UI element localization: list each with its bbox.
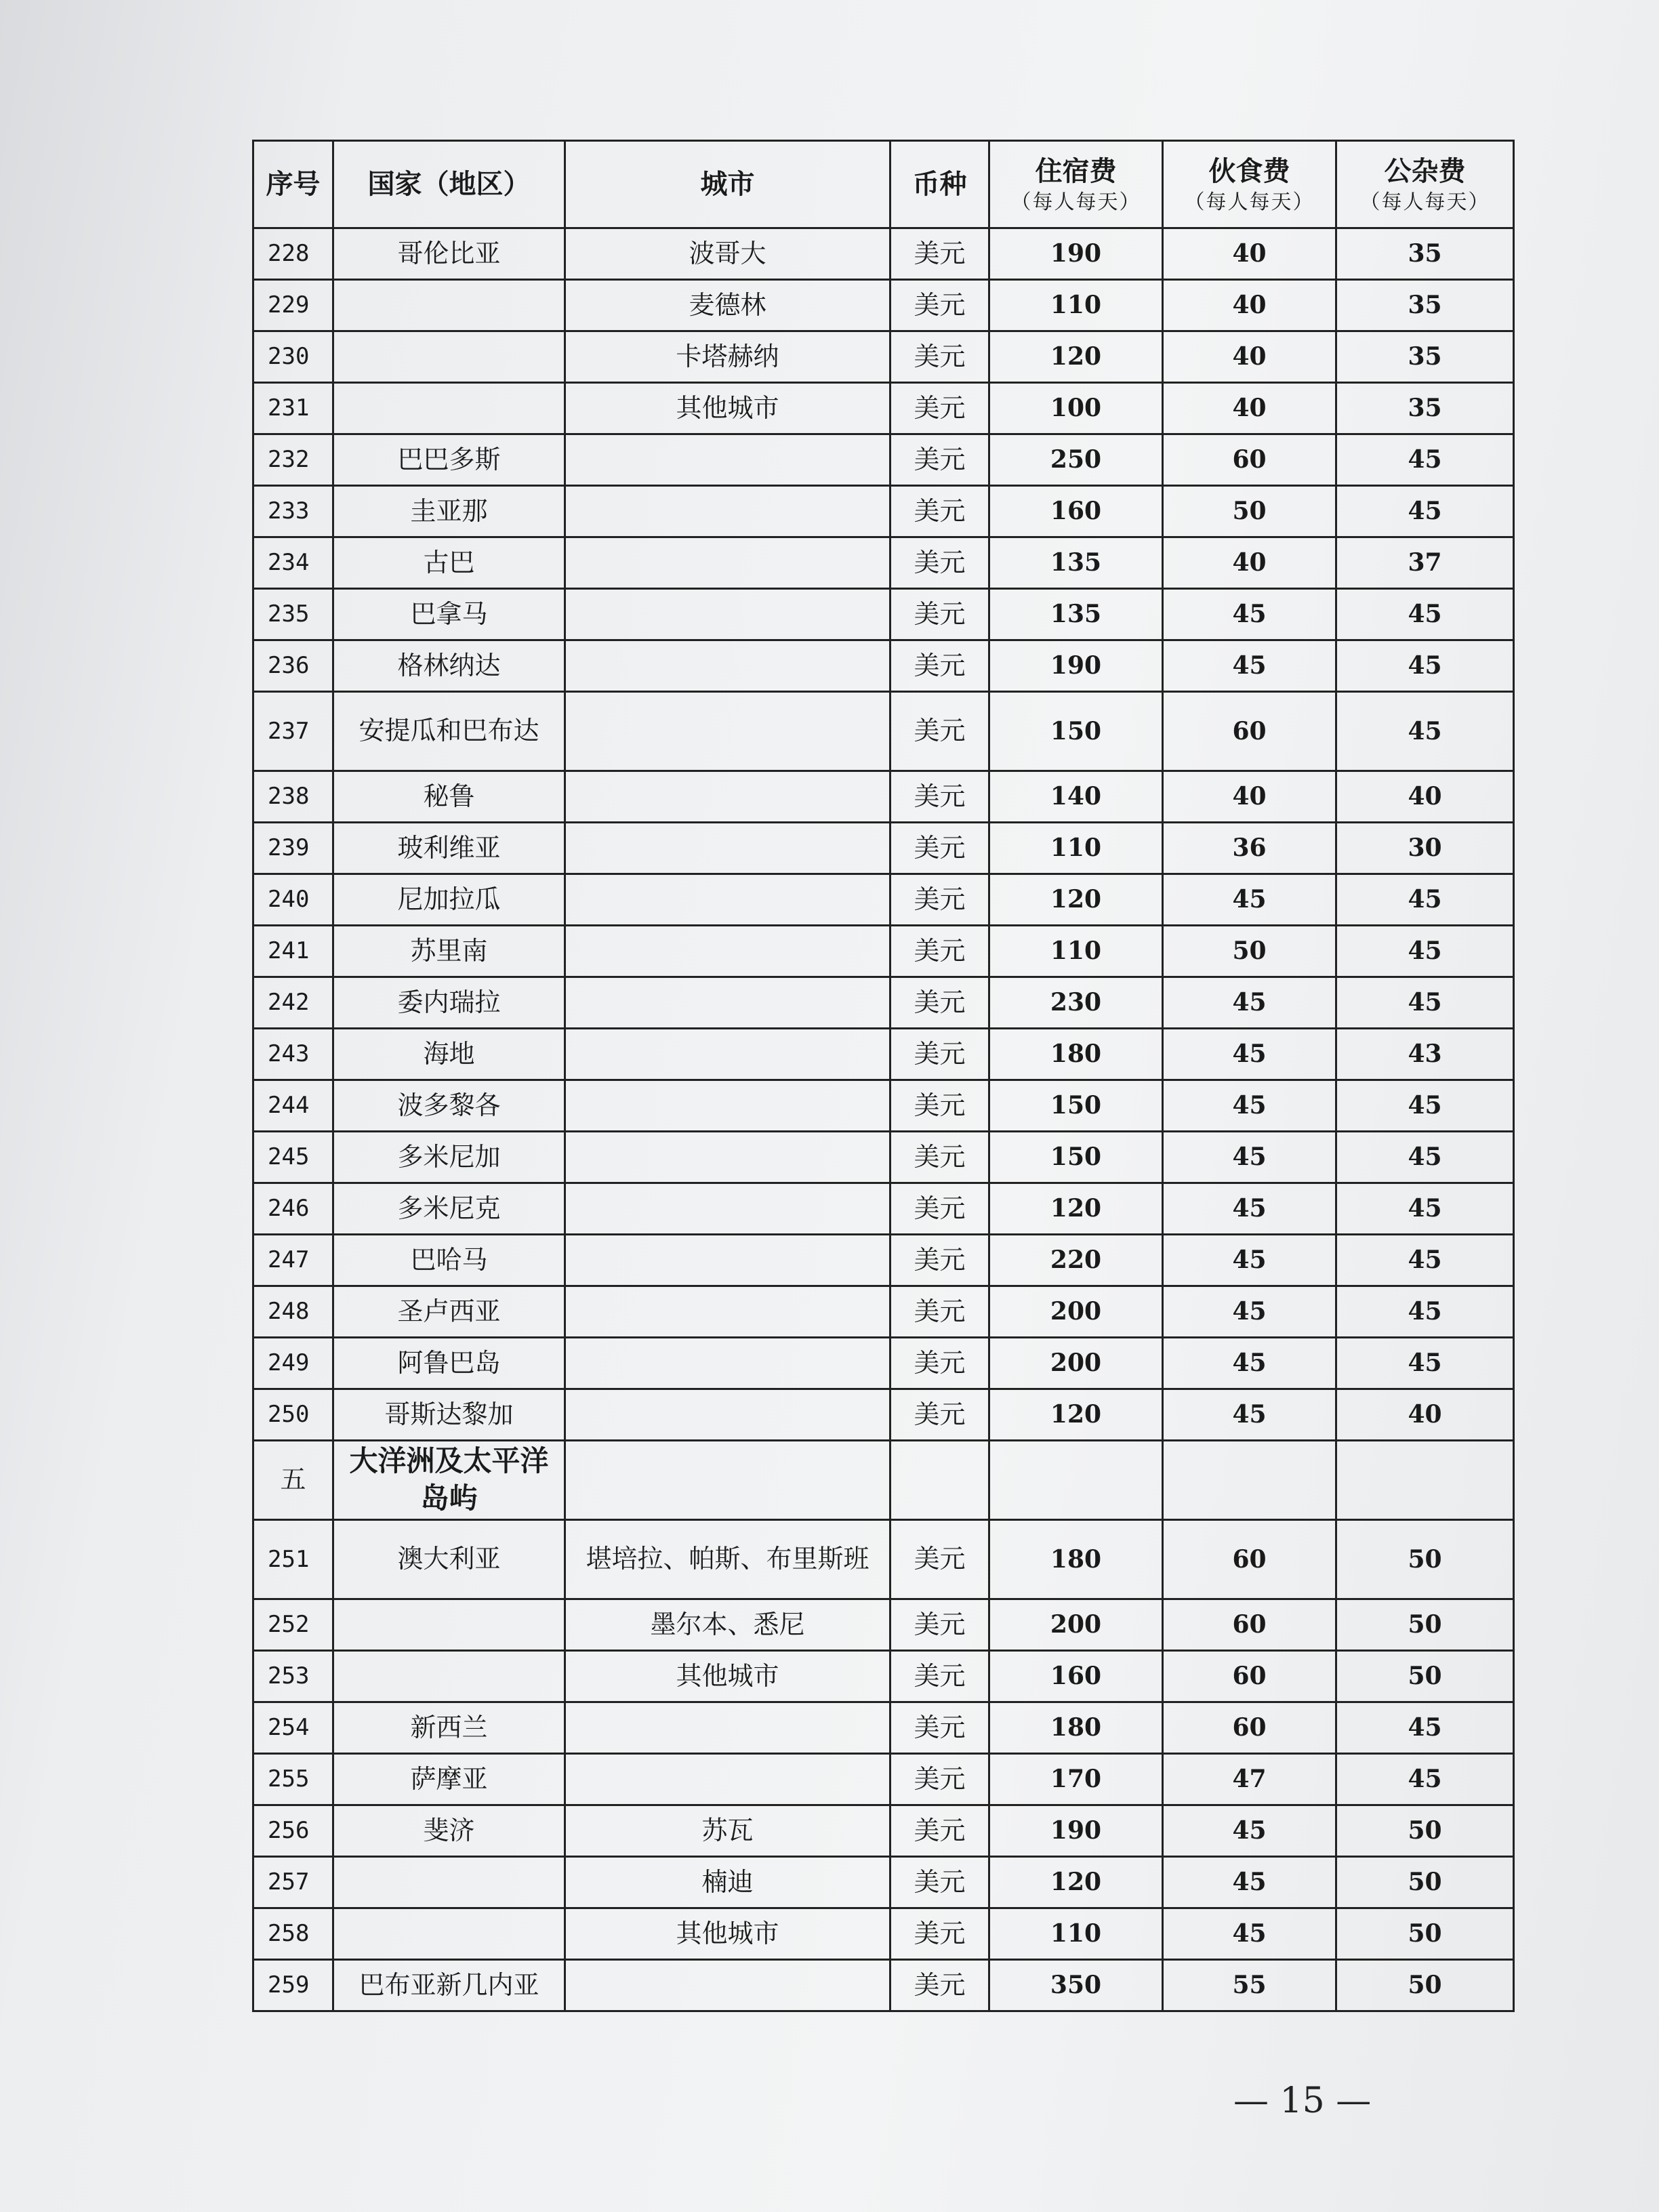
cell-city	[565, 823, 890, 874]
cell-seq: 251	[253, 1520, 333, 1599]
header-meals	[1163, 141, 1336, 228]
cell-lodging: 220	[989, 1235, 1163, 1286]
cell-misc: 50	[1336, 1599, 1514, 1651]
cell-city	[565, 1702, 890, 1754]
cell-seq: 245	[253, 1132, 333, 1183]
table-row	[253, 434, 1514, 486]
table-row	[253, 1286, 1514, 1338]
header-misc	[1336, 141, 1514, 228]
cell-meals: 45	[1163, 1132, 1336, 1183]
cell-misc: 35	[1336, 383, 1514, 434]
cell-country: 玻利维亚	[333, 823, 565, 874]
cell-lodging: 190	[989, 1805, 1163, 1857]
cell-misc: 45	[1336, 1132, 1514, 1183]
header-seq: 序号	[253, 141, 333, 228]
cell-country: 苏里南	[333, 926, 565, 977]
cell-lodging: 120	[989, 1857, 1163, 1908]
cell-city: 苏瓦	[565, 1805, 890, 1857]
cell-seq: 242	[253, 977, 333, 1029]
header-misc-label: 公杂费	[1384, 155, 1466, 187]
cell-currency: 美元	[890, 1857, 989, 1908]
cell-lodging: 135	[989, 589, 1163, 640]
cell-city	[565, 640, 890, 692]
cell-country	[333, 1857, 565, 1908]
cell-meals: 40	[1163, 383, 1336, 434]
cell-misc: 45	[1336, 486, 1514, 537]
cell-misc: 45	[1336, 977, 1514, 1029]
cell-meals: 50	[1163, 926, 1336, 977]
cell-seq: 228	[253, 228, 333, 280]
table-row	[253, 874, 1514, 926]
cell-country: 波多黎各	[333, 1080, 565, 1132]
cell-seq: 235	[253, 589, 333, 640]
cell-country: 格林纳达	[333, 640, 565, 692]
cell-city	[565, 1132, 890, 1183]
cell-misc: 35	[1336, 228, 1514, 280]
header-city: 城市	[565, 141, 890, 228]
cell-seq: 252	[253, 1599, 333, 1651]
cell-misc: 45	[1336, 589, 1514, 640]
cell-meals: 45	[1163, 1183, 1336, 1235]
table-row	[253, 331, 1514, 383]
cell-lodging: 230	[989, 977, 1163, 1029]
cell-meals	[1163, 1441, 1336, 1520]
table-row	[253, 589, 1514, 640]
cell-city	[565, 1960, 890, 2011]
cell-meals: 45	[1163, 1805, 1336, 1857]
cell-city: 其他城市	[565, 1651, 890, 1702]
cell-meals: 45	[1163, 1286, 1336, 1338]
cell-seq: 248	[253, 1286, 333, 1338]
cell-city	[565, 771, 890, 823]
cell-city: 波哥大	[565, 228, 890, 280]
cell-country: 巴布亚新几内亚	[333, 1960, 565, 2011]
cell-seq: 254	[253, 1702, 333, 1754]
cell-meals: 55	[1163, 1960, 1336, 2011]
cell-seq: 249	[253, 1338, 333, 1389]
cell-currency: 美元	[890, 640, 989, 692]
cell-country: 多米尼克	[333, 1183, 565, 1235]
cell-lodging: 110	[989, 926, 1163, 977]
cell-currency: 美元	[890, 1235, 989, 1286]
cell-city	[565, 1754, 890, 1805]
cell-lodging: 180	[989, 1029, 1163, 1080]
table-row	[253, 1183, 1514, 1235]
table-row	[253, 1702, 1514, 1754]
cell-city	[565, 692, 890, 771]
cell-seq: 232	[253, 434, 333, 486]
cell-misc	[1336, 1441, 1514, 1520]
cell-country	[333, 1908, 565, 1960]
cell-meals: 40	[1163, 228, 1336, 280]
cell-country: 阿鲁巴岛	[333, 1338, 565, 1389]
cell-city: 楠迪	[565, 1857, 890, 1908]
cell-meals: 60	[1163, 1651, 1336, 1702]
cell-currency: 美元	[890, 977, 989, 1029]
cell-currency: 美元	[890, 383, 989, 434]
cell-city	[565, 1441, 890, 1520]
cell-currency: 美元	[890, 1754, 989, 1805]
cell-currency: 美元	[890, 1338, 989, 1389]
cell-country: 澳大利亚	[333, 1520, 565, 1599]
cell-city: 麦德林	[565, 280, 890, 331]
header-currency: 币种	[890, 141, 989, 228]
cell-lodging: 120	[989, 1183, 1163, 1235]
cell-seq: 250	[253, 1389, 333, 1441]
table-row	[253, 977, 1514, 1029]
cell-lodging: 200	[989, 1338, 1163, 1389]
cell-seq: 243	[253, 1029, 333, 1080]
table-row	[253, 1520, 1514, 1599]
cell-country: 委内瑞拉	[333, 977, 565, 1029]
cell-city	[565, 1338, 890, 1389]
cell-meals: 60	[1163, 1520, 1336, 1599]
cell-lodging: 110	[989, 823, 1163, 874]
cell-country: 海地	[333, 1029, 565, 1080]
cell-misc: 50	[1336, 1857, 1514, 1908]
cell-misc: 45	[1336, 640, 1514, 692]
cell-currency: 美元	[890, 434, 989, 486]
cell-currency: 美元	[890, 1805, 989, 1857]
cell-lodging: 160	[989, 486, 1163, 537]
cell-lodging: 180	[989, 1520, 1163, 1599]
header-lodging-sub: （每人每天）	[1010, 190, 1141, 214]
cell-city	[565, 874, 890, 926]
cell-lodging: 200	[989, 1599, 1163, 1651]
cell-misc: 45	[1336, 874, 1514, 926]
cell-misc: 45	[1336, 1702, 1514, 1754]
cell-currency: 美元	[890, 1029, 989, 1080]
cell-meals: 40	[1163, 331, 1336, 383]
cell-currency: 美元	[890, 1286, 989, 1338]
cell-seq: 247	[253, 1235, 333, 1286]
cell-city	[565, 926, 890, 977]
cell-meals: 60	[1163, 1702, 1336, 1754]
cell-city	[565, 486, 890, 537]
cell-lodging: 135	[989, 537, 1163, 589]
cell-meals: 40	[1163, 537, 1336, 589]
cell-currency: 美元	[890, 1908, 989, 1960]
table-row	[253, 1805, 1514, 1857]
table-row	[253, 1960, 1514, 2011]
cell-lodging	[989, 1441, 1163, 1520]
cell-meals: 60	[1163, 434, 1336, 486]
cell-seq: 241	[253, 926, 333, 977]
cell-lodging: 120	[989, 1389, 1163, 1441]
cell-misc: 45	[1336, 434, 1514, 486]
cell-currency: 美元	[890, 823, 989, 874]
cell-city: 其他城市	[565, 1908, 890, 1960]
cell-meals: 45	[1163, 1338, 1336, 1389]
cell-meals: 45	[1163, 1235, 1336, 1286]
table-row	[253, 823, 1514, 874]
cell-city	[565, 977, 890, 1029]
cell-currency: 美元	[890, 771, 989, 823]
table-row	[253, 1389, 1514, 1441]
cell-currency: 美元	[890, 537, 989, 589]
table-row	[253, 771, 1514, 823]
cell-misc: 50	[1336, 1960, 1514, 2011]
cell-seq: 237	[253, 692, 333, 771]
cell-currency: 美元	[890, 1389, 989, 1441]
cell-meals: 36	[1163, 823, 1336, 874]
cell-seq: 257	[253, 1857, 333, 1908]
cell-city	[565, 434, 890, 486]
cell-misc: 40	[1336, 771, 1514, 823]
cell-country	[333, 1651, 565, 1702]
cell-country: 巴哈马	[333, 1235, 565, 1286]
cell-lodging: 350	[989, 1960, 1163, 2011]
cell-meals: 45	[1163, 1908, 1336, 1960]
cell-meals: 40	[1163, 771, 1336, 823]
cell-currency: 美元	[890, 280, 989, 331]
cell-city	[565, 1029, 890, 1080]
cell-misc: 45	[1336, 926, 1514, 977]
cell-lodging: 160	[989, 1651, 1163, 1702]
cell-city: 堪培拉、帕斯、布里斯班	[565, 1520, 890, 1599]
cell-currency: 美元	[890, 1960, 989, 2011]
cell-misc: 45	[1336, 1080, 1514, 1132]
cell-city	[565, 1286, 890, 1338]
cell-lodging: 180	[989, 1702, 1163, 1754]
cell-lodging: 110	[989, 280, 1163, 331]
cell-meals: 50	[1163, 486, 1336, 537]
header-meals-label: 伙食费	[1208, 155, 1290, 187]
cell-city: 卡塔赫纳	[565, 331, 890, 383]
cell-currency: 美元	[890, 1599, 989, 1651]
cell-city	[565, 1080, 890, 1132]
cell-seq: 240	[253, 874, 333, 926]
cell-misc: 35	[1336, 280, 1514, 331]
cell-lodging: 150	[989, 1132, 1163, 1183]
page-number: — 15 —	[1233, 2081, 1372, 2121]
table-row	[253, 280, 1514, 331]
cell-country: 安提瓜和巴布达	[333, 692, 565, 771]
expense-standard-table	[252, 140, 1515, 2012]
cell-currency: 美元	[890, 1651, 989, 1702]
cell-lodging: 100	[989, 383, 1163, 434]
cell-currency: 美元	[890, 228, 989, 280]
table-row	[253, 1908, 1514, 1960]
cell-lodging: 250	[989, 434, 1163, 486]
cell-currency: 美元	[890, 331, 989, 383]
cell-country: 新西兰	[333, 1702, 565, 1754]
cell-city	[565, 537, 890, 589]
header-meals-sub: （每人每天）	[1184, 190, 1315, 214]
cell-currency	[890, 1441, 989, 1520]
table-row	[253, 1235, 1514, 1286]
table-row	[253, 1132, 1514, 1183]
cell-seq: 246	[253, 1183, 333, 1235]
header-country: 国家（地区）	[333, 141, 565, 228]
cell-seq: 236	[253, 640, 333, 692]
cell-misc: 43	[1336, 1029, 1514, 1080]
cell-country	[333, 383, 565, 434]
cell-city: 其他城市	[565, 383, 890, 434]
cell-seq: 233	[253, 486, 333, 537]
cell-country	[333, 1599, 565, 1651]
cell-misc: 45	[1336, 1338, 1514, 1389]
cell-country: 古巴	[333, 537, 565, 589]
header-row	[253, 141, 1514, 228]
cell-currency: 美元	[890, 589, 989, 640]
cell-meals: 40	[1163, 280, 1336, 331]
table-row	[253, 537, 1514, 589]
cell-currency: 美元	[890, 874, 989, 926]
cell-seq: 238	[253, 771, 333, 823]
cell-seq: 244	[253, 1080, 333, 1132]
header-lodging	[989, 141, 1163, 228]
cell-seq: 239	[253, 823, 333, 874]
cell-lodging: 190	[989, 228, 1163, 280]
table-row	[253, 1338, 1514, 1389]
cell-city	[565, 589, 890, 640]
table-row	[253, 486, 1514, 537]
cell-lodging: 140	[989, 771, 1163, 823]
cell-meals: 45	[1163, 1029, 1336, 1080]
table-row	[253, 926, 1514, 977]
cell-lodging: 150	[989, 1080, 1163, 1132]
cell-country: 多米尼加	[333, 1132, 565, 1183]
table-row	[253, 692, 1514, 771]
section-row	[253, 1441, 1514, 1520]
cell-lodging: 190	[989, 640, 1163, 692]
table-row	[253, 1857, 1514, 1908]
cell-meals: 45	[1163, 874, 1336, 926]
header-misc-sub: （每人每天）	[1359, 190, 1490, 214]
cell-country: 巴巴多斯	[333, 434, 565, 486]
cell-misc: 50	[1336, 1908, 1514, 1960]
cell-misc: 40	[1336, 1389, 1514, 1441]
cell-misc: 45	[1336, 1754, 1514, 1805]
cell-city: 墨尔本、悉尼	[565, 1599, 890, 1651]
cell-country: 秘鲁	[333, 771, 565, 823]
cell-seq: 256	[253, 1805, 333, 1857]
table-row	[253, 228, 1514, 280]
cell-misc: 37	[1336, 537, 1514, 589]
cell-country	[333, 280, 565, 331]
cell-currency: 美元	[890, 1132, 989, 1183]
cell-misc: 30	[1336, 823, 1514, 874]
cell-seq: 230	[253, 331, 333, 383]
cell-country: 圣卢西亚	[333, 1286, 565, 1338]
cell-country: 圭亚那	[333, 486, 565, 537]
cell-meals: 60	[1163, 1599, 1336, 1651]
section-number: 五	[253, 1441, 333, 1520]
cell-lodging: 170	[989, 1754, 1163, 1805]
table-row	[253, 1029, 1514, 1080]
cell-meals: 45	[1163, 1857, 1336, 1908]
cell-seq: 253	[253, 1651, 333, 1702]
cell-city	[565, 1183, 890, 1235]
cell-country: 尼加拉瓜	[333, 874, 565, 926]
cell-misc: 50	[1336, 1520, 1514, 1599]
table-row	[253, 383, 1514, 434]
cell-country: 斐济	[333, 1805, 565, 1857]
cell-currency: 美元	[890, 1520, 989, 1599]
cell-lodging: 200	[989, 1286, 1163, 1338]
table-row	[253, 1599, 1514, 1651]
cell-currency: 美元	[890, 486, 989, 537]
cell-meals: 60	[1163, 692, 1336, 771]
cell-currency: 美元	[890, 1183, 989, 1235]
cell-meals: 45	[1163, 977, 1336, 1029]
cell-country: 哥伦比亚	[333, 228, 565, 280]
cell-seq: 231	[253, 383, 333, 434]
table-row	[253, 1754, 1514, 1805]
section-title: 大洋洲及太平洋岛屿	[333, 1441, 565, 1520]
cell-country: 哥斯达黎加	[333, 1389, 565, 1441]
cell-lodging: 120	[989, 874, 1163, 926]
cell-meals: 45	[1163, 589, 1336, 640]
cell-currency: 美元	[890, 1702, 989, 1754]
cell-seq: 259	[253, 1960, 333, 2011]
cell-country: 萨摩亚	[333, 1754, 565, 1805]
cell-misc: 50	[1336, 1805, 1514, 1857]
cell-currency: 美元	[890, 692, 989, 771]
cell-meals: 45	[1163, 1080, 1336, 1132]
cell-seq: 229	[253, 280, 333, 331]
cell-currency: 美元	[890, 1080, 989, 1132]
cell-lodging: 120	[989, 331, 1163, 383]
cell-city	[565, 1235, 890, 1286]
table-row	[253, 1080, 1514, 1132]
cell-seq: 234	[253, 537, 333, 589]
cell-misc: 45	[1336, 692, 1514, 771]
cell-currency: 美元	[890, 926, 989, 977]
cell-lodging: 110	[989, 1908, 1163, 1960]
cell-misc: 35	[1336, 331, 1514, 383]
header-lodging-label: 住宿费	[1035, 155, 1117, 187]
table-row	[253, 1651, 1514, 1702]
cell-city	[565, 1389, 890, 1441]
cell-country: 巴拿马	[333, 589, 565, 640]
cell-seq: 258	[253, 1908, 333, 1960]
cell-lodging: 150	[989, 692, 1163, 771]
cell-misc: 45	[1336, 1183, 1514, 1235]
cell-meals: 45	[1163, 1389, 1336, 1441]
cell-country	[333, 331, 565, 383]
cell-misc: 45	[1336, 1286, 1514, 1338]
table-row	[253, 640, 1514, 692]
cell-meals: 47	[1163, 1754, 1336, 1805]
cell-seq: 255	[253, 1754, 333, 1805]
cell-misc: 45	[1336, 1235, 1514, 1286]
cell-misc: 50	[1336, 1651, 1514, 1702]
cell-meals: 45	[1163, 640, 1336, 692]
